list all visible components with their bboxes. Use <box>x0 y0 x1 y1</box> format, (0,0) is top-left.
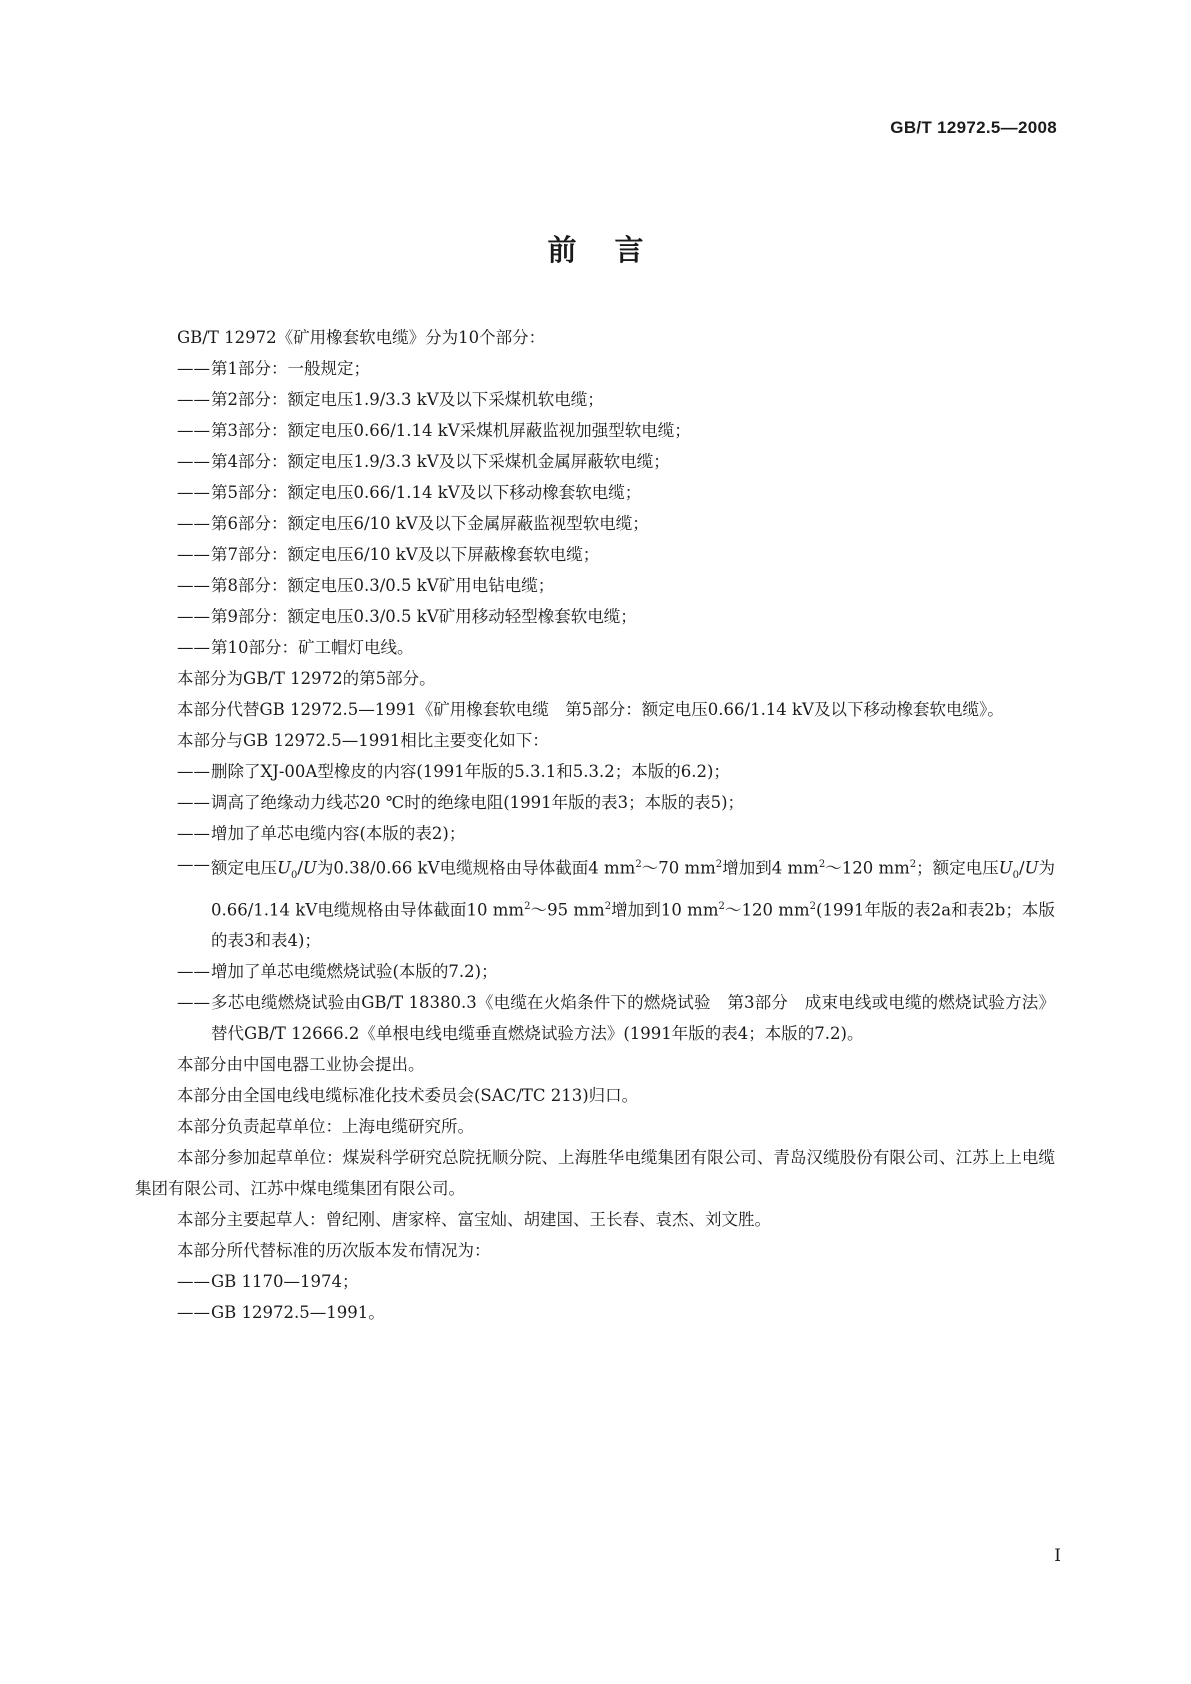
replacement-statement: 本部分代替GB 12972.5—1991《矿用橡套软电缆 第5部分：额定电压0.66/1.14 kV及以下移动橡套软电缆》。 <box>177 700 1004 719</box>
dash: —— <box>177 545 210 564</box>
list-item: —— GB 1170—1974； <box>135 1266 1055 1297</box>
drafters-statement: 本部分主要起草人：曾纪刚、唐家梓、富宝灿、胡建国、王长春、袁杰、刘文胜。 <box>177 1210 771 1230</box>
part-statement: 本部分为GB/T 12972的第5部分。 <box>177 669 436 688</box>
proposer-statement: 本部分由中国电器工业协会提出。 <box>177 1055 425 1075</box>
list-item: —— 第5部分：额定电压0.66/1.14 kV及以下移动橡套软电缆； <box>135 477 1055 508</box>
list-item: —— 第7部分：额定电压6/10 kV及以下屏蔽橡套软电缆； <box>135 539 1055 570</box>
list-item: —— 多芯电缆燃烧试验由GB/T 18380.3《电缆在火焰条件下的燃烧试验 第3部分 成束电线或电缆的燃烧试验方法》替代GB/T 12666.2《单根电线电缆垂直燃烧试验方法》(1991年版的表4；本版的7.2)。 <box>135 987 1055 1049</box>
dash: —— <box>177 793 210 812</box>
list-item: —— 删除了XJ-00A型橡皮的内容(1991年版的5.3.1和5.3.2；本版的6.2)； <box>135 756 1055 787</box>
history-list <box>135 1266 1055 1328</box>
administration-statement: 本部分由全国电线电缆标准化技术委员会(SAC/TC 213)归口。 <box>177 1086 639 1106</box>
drafting-unit-statement: 本部分负责起草单位：上海电缆研究所。 <box>177 1117 474 1137</box>
standard-code: GB/T 12972.5—2008 <box>890 118 1057 137</box>
dash: —— <box>177 452 210 471</box>
changes-intro: 本部分与GB 12972.5—1991相比主要变化如下： <box>177 731 549 750</box>
dash: —— <box>177 421 210 440</box>
dash: —— <box>177 855 210 874</box>
list-item: —— 增加了单芯电缆内容(本版的表2)； <box>135 818 1055 849</box>
page-title: 前言 <box>547 233 682 267</box>
list-item: —— 第6部分：额定电压6/10 kV及以下金属屏蔽监视型软电缆； <box>135 508 1055 539</box>
list-item: —— 第2部分：额定电压1.9/3.3 kV及以下采煤机软电缆； <box>135 384 1055 415</box>
dash: —— <box>177 993 210 1013</box>
dash: —— <box>177 576 210 595</box>
dash: —— <box>177 1303 210 1323</box>
dash: —— <box>177 824 210 843</box>
parts-list <box>135 353 1055 663</box>
participating-units-statement: 本部分参加起草单位：煤炭科学研究总院抚顺分院、上海胜华电缆集团有限公司、青岛汉缆股份有限公司、江苏上上电缆集团有限公司、江苏中煤电缆集团有限公司。 <box>135 1148 1055 1199</box>
list-item: —— 第8部分：额定电压0.3/0.5 kV矿用电钻电缆； <box>135 570 1055 601</box>
list-item: —— 调高了绝缘动力线芯20 ℃时的绝缘电阻(1991年版的表3；本版的表5)； <box>135 787 1055 818</box>
dash: —— <box>177 962 210 982</box>
list-item: —— 第1部分：一般规定； <box>135 353 1055 384</box>
dash: —— <box>177 483 210 502</box>
list-item: —— 增加了单芯电缆燃烧试验(本版的7.2)； <box>135 956 1055 987</box>
list-item: —— 额定电压$U_0/U$为0.38/0.66 kV电缆规格由导体截面4 $mm^2\sim 70$ $mm^2$增加到4 $mm^2\sim 120$ $mm^2$；额定电压$U_0/U$为0.66/1.14 kV电缆规格由导体截面10 $mm^2\sim 95$ $mm^2$增加到10 $mm^2\sim 120$ $mm^2(1991$年版的表2a和表2b；本版的表3和表4)； <box>135 849 1055 956</box>
dash: —— <box>177 762 210 781</box>
changes-list <box>135 756 1055 1049</box>
dash: —— <box>177 638 210 657</box>
dash: —— <box>177 359 210 378</box>
dash: —— <box>177 607 210 626</box>
list-item: —— 第4部分：额定电压1.9/3.3 kV及以下采煤机金属屏蔽软电缆； <box>135 446 1055 477</box>
foreword-body <box>135 322 1055 1328</box>
page-number: I <box>1054 1546 1061 1566</box>
list-item: —— 第3部分：额定电压0.66/1.14 kV采煤机屏蔽监视加强型软电缆； <box>135 415 1055 446</box>
dash: —— <box>177 514 210 533</box>
list-item: —— 第9部分：额定电压0.3/0.5 kV矿用移动轻型橡套软电缆； <box>135 601 1055 632</box>
history-intro: 本部分所代替标准的历次版本发布情况为： <box>177 1241 491 1261</box>
list-item: —— GB 12972.5—1991。 <box>135 1297 1055 1328</box>
dash: —— <box>177 1272 210 1292</box>
intro-paragraph: GB/T 12972《矿用橡套软电缆》分为10个部分： <box>177 328 546 347</box>
list-item: —— 第10部分：矿工帽灯电线。 <box>135 632 1055 663</box>
dash: —— <box>177 390 210 409</box>
